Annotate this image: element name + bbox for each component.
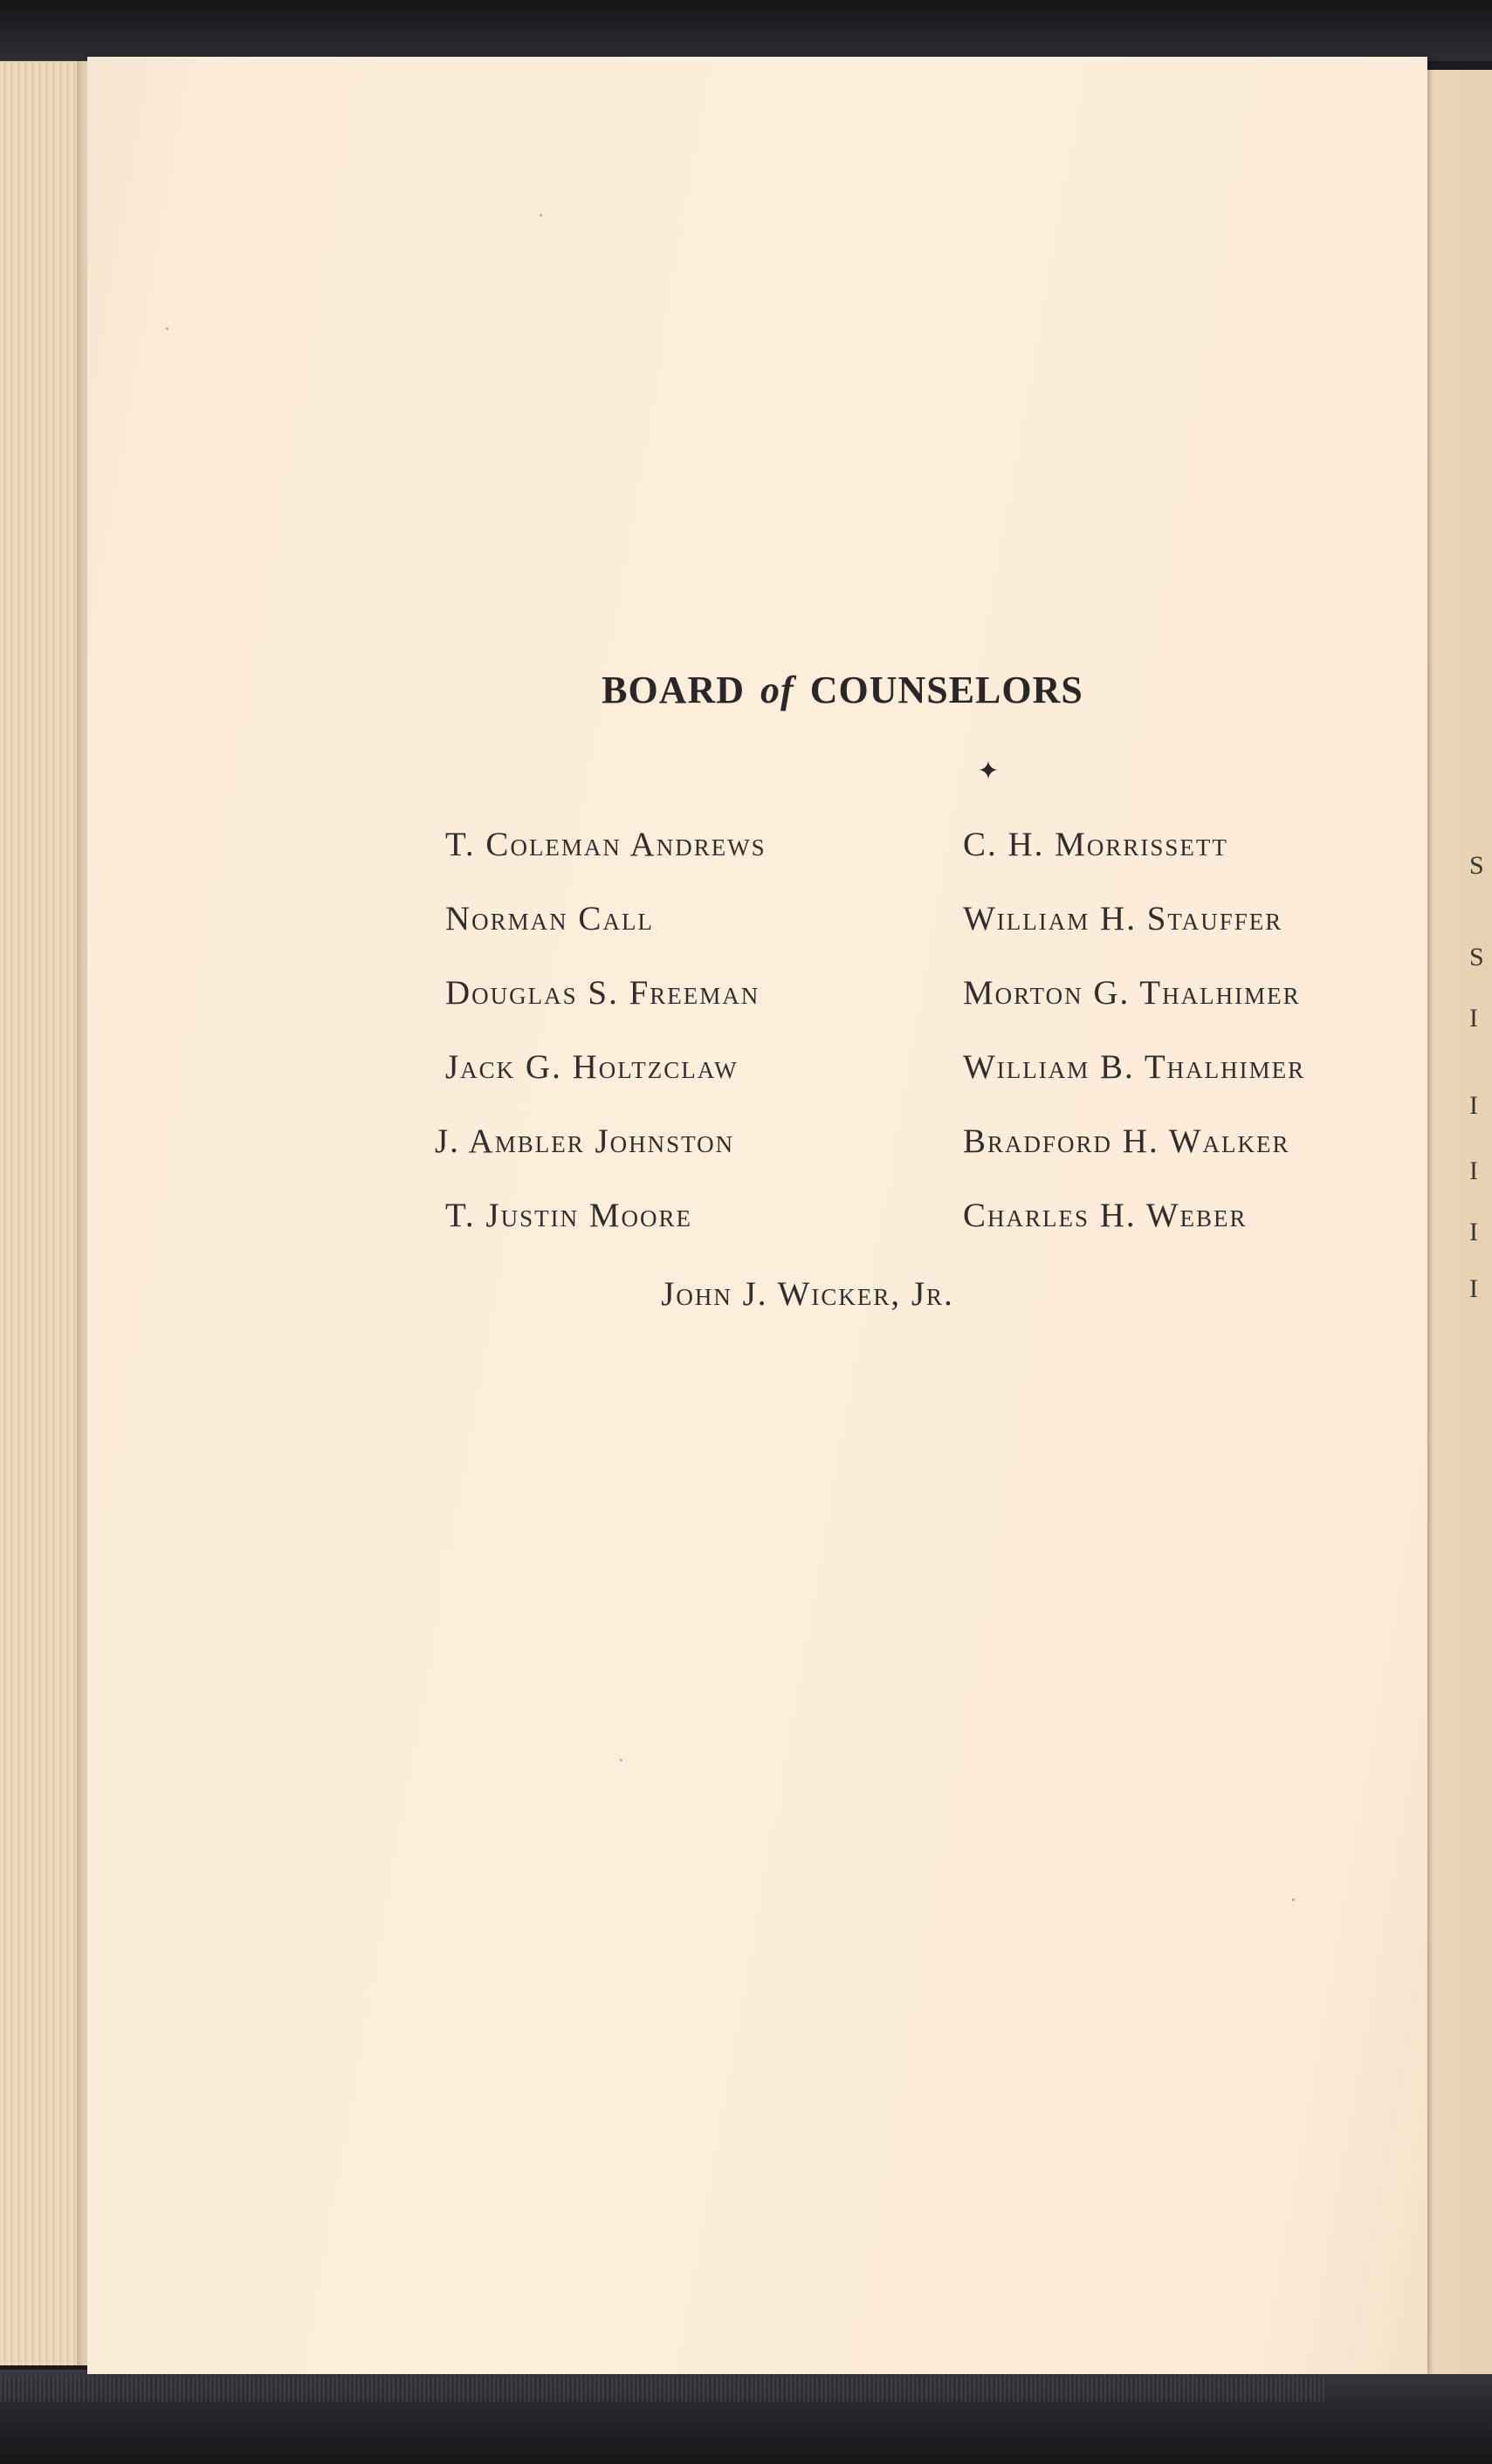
counselor-name: T. Coleman Andrews — [445, 826, 767, 863]
counselor-name: T. Justin Moore — [445, 1197, 693, 1234]
page-edges — [0, 61, 87, 2365]
counselor-name: Charles H. Weber — [963, 1197, 1248, 1234]
paper-speck — [540, 214, 542, 216]
paper-speck — [166, 327, 168, 330]
names-column-right — [963, 825, 1305, 1270]
adjacent-page-glyph: I — [1469, 1218, 1478, 1246]
adjacent-page-glyph: I — [1469, 1004, 1478, 1033]
title-counselors: COUNSELORS — [809, 669, 1083, 711]
counselor-name: Jack G. Holtzclaw — [445, 1048, 739, 1086]
counselor-name: Bradford H. Walker — [963, 1122, 1290, 1160]
adjacent-page-glyph: I — [1469, 1274, 1478, 1303]
book-cover-texture — [0, 2376, 1327, 2402]
counselor-name: Norman Call — [445, 900, 654, 937]
paper-speck — [1292, 1898, 1295, 1901]
names-column-left — [435, 825, 767, 1270]
title-of: of — [760, 669, 794, 711]
star-ornament-icon: ✦ — [977, 756, 1000, 786]
counselor-name: J. Ambler Johnston — [435, 1122, 735, 1160]
counselor-name: Morton G. Thalhimer — [963, 974, 1301, 1012]
book-cover-top — [0, 0, 1492, 61]
adjacent-page-glyph: I — [1469, 1157, 1478, 1185]
book-page — [87, 57, 1427, 2374]
counselor-name-centered: John J. Wicker, Jr. — [661, 1275, 954, 1313]
page-title — [87, 668, 1427, 712]
title-board: BOARD — [602, 669, 746, 711]
counselor-name: William B. Thalhimer — [963, 1048, 1306, 1086]
counselor-name: C. H. Morrissett — [963, 826, 1228, 863]
counselor-name: Douglas S. Freeman — [445, 974, 760, 1012]
adjacent-page-glyph: I — [1469, 1091, 1478, 1120]
counselor-name: William H. Stauffer — [963, 900, 1283, 937]
adjacent-page-glyph: S — [1469, 851, 1484, 880]
adjacent-page-glyph: S — [1469, 943, 1484, 971]
paper-speck — [620, 1759, 622, 1761]
